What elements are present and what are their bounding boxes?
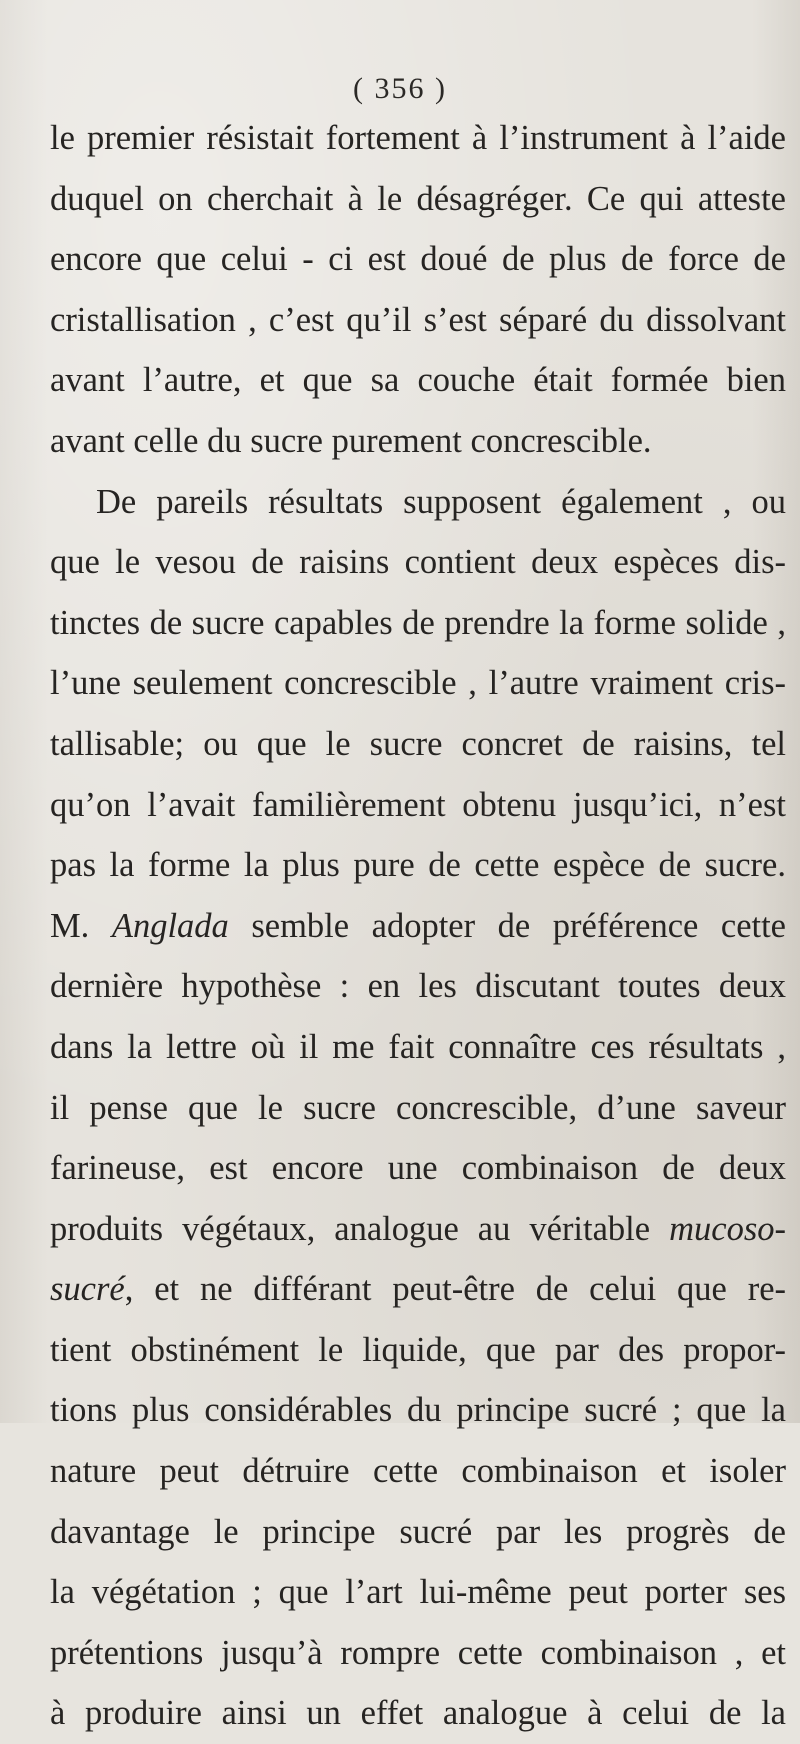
text-line: avant celle du sucre purement concrescible. [50,421,652,460]
text-line: qu’on l’avait familièrement obtenu jusqu’ici, n’est [50,785,786,824]
text-line: De pareils résultats supposent également , ou [96,482,786,521]
text-line: duquel on cherchait à le désagréger. Ce qui atteste [50,179,786,218]
text-line: l’une seulement concrescible , l’autre vraiment cris- [50,664,786,703]
text-line: que le vesou de raisins contient deux espèces dis- [50,543,786,582]
text-line: avant l’autre, et que sa couche était formée bien [50,361,786,400]
text-line: tinctes de sucre capables de prendre la forme solide , [50,603,786,642]
text-line: pas la forme la plus pure de cette espèce de sucre. [50,846,786,885]
text-line: le premier résistait fortement à l’instrument à l’aide [50,119,786,157]
text-line-anglada [50,896,786,957]
text-line: farineuse, est encore une combinaison de deux [50,1149,786,1188]
text-line: dernière hypothèse : en les discutant toutes deux [50,967,786,1006]
body-text [50,108,786,1744]
text-line: nature peut détruire cette combinaison et isoler [50,1452,786,1491]
text-line: encore que celui - ci est doué de plus de force de [50,240,786,279]
text-line: cristallisation , c’est qu’il s’est séparé du dissolvant [50,300,786,339]
text-line: tient obstinément le liquide, que par des propor- [50,1330,786,1369]
italic-term: sucré [50,1270,125,1309]
line-segment: , et ne différant peut-être de celui que re- [124,1270,786,1309]
text-line-sucre [50,1259,786,1320]
text-line: prétentions jusqu’à rompre cette combinaison , et [50,1633,786,1672]
text-line: dans la lettre où il me fait connaître ces résultats , [50,1027,786,1066]
line-segment: produits végétaux, analogue au véritable [50,1209,670,1248]
italic-name: Anglada [111,906,229,945]
line-segment: semble adopter de préférence cette [228,906,786,945]
text-line: il pense que le sucre concrescible, d’une saveur [50,1088,786,1127]
text-line-mucoso [50,1199,786,1260]
text-line: tions plus considérables du principe sucré ; que la [50,1391,786,1430]
italic-term: mucoso- [669,1209,786,1248]
text-line: à produire ainsi un effet analogue à celui de la [50,1694,786,1733]
text-line: tallisable; ou que le sucre concret de raisins, tel [50,724,786,763]
text-line: la végétation ; que l’art lui-même peut porter ses [50,1573,786,1612]
line-segment: M. [50,906,112,945]
text-line: davantage le principe sucré par les progrès de [50,1512,786,1551]
page-number: ( 356 ) [353,72,447,105]
